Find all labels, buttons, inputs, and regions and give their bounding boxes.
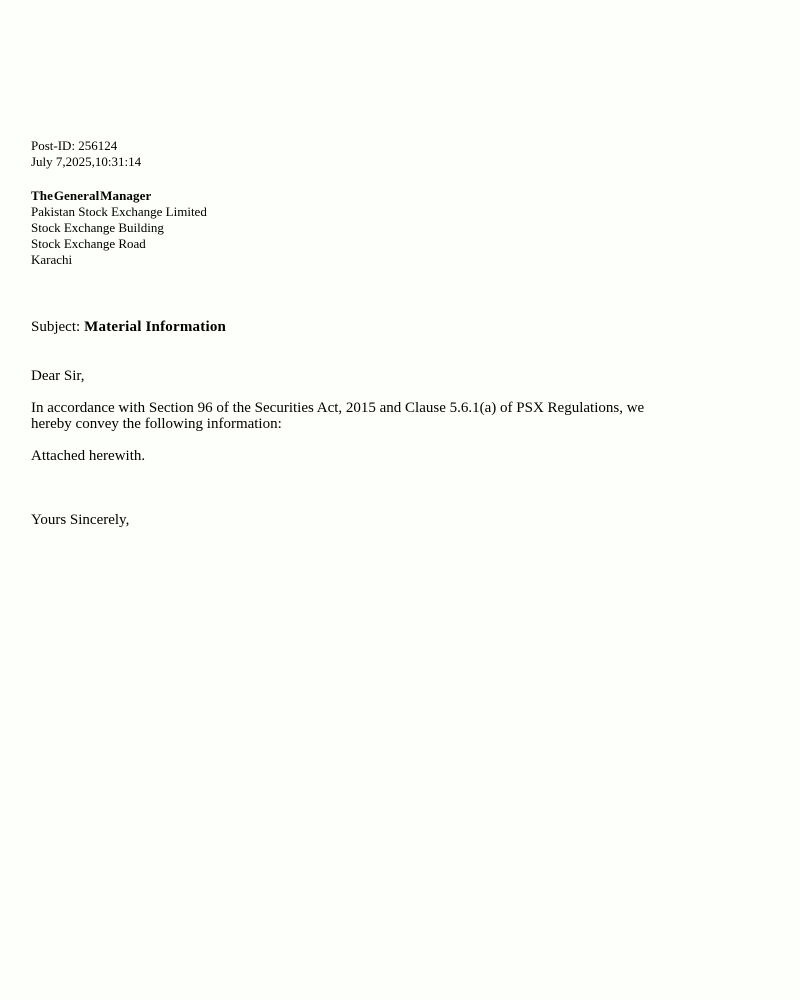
subject-value: Material Information xyxy=(84,319,227,335)
attachment-note: Attached herewith. xyxy=(31,448,146,464)
subject-line xyxy=(31,319,226,335)
recipient-address-line-4: Karachi xyxy=(31,252,73,267)
recipient-block xyxy=(31,188,207,268)
salutation: Dear Sir, xyxy=(31,368,85,384)
closing: Yours Sincerely, xyxy=(31,512,130,528)
body-paragraph: In accordance with Section 96 of the Securities Act, 2015 and Clause 5.6.1(a) of PSX Regulations, we hereby convey the following information: xyxy=(31,400,645,432)
post-id-line: Post-ID: 256124 xyxy=(31,138,118,153)
recipient-address-line-1: Pakistan Stock Exchange Limited xyxy=(31,204,207,219)
datetime-line: July 7,2025,10:31:14 xyxy=(31,154,142,169)
subject-label: Subject: xyxy=(31,319,81,335)
recipient-title: The General Manager xyxy=(31,188,152,203)
letter-meta xyxy=(31,138,141,170)
recipient-address-line-3: Stock Exchange Road xyxy=(31,236,146,251)
recipient-address-line-2: Stock Exchange Building xyxy=(31,220,164,235)
